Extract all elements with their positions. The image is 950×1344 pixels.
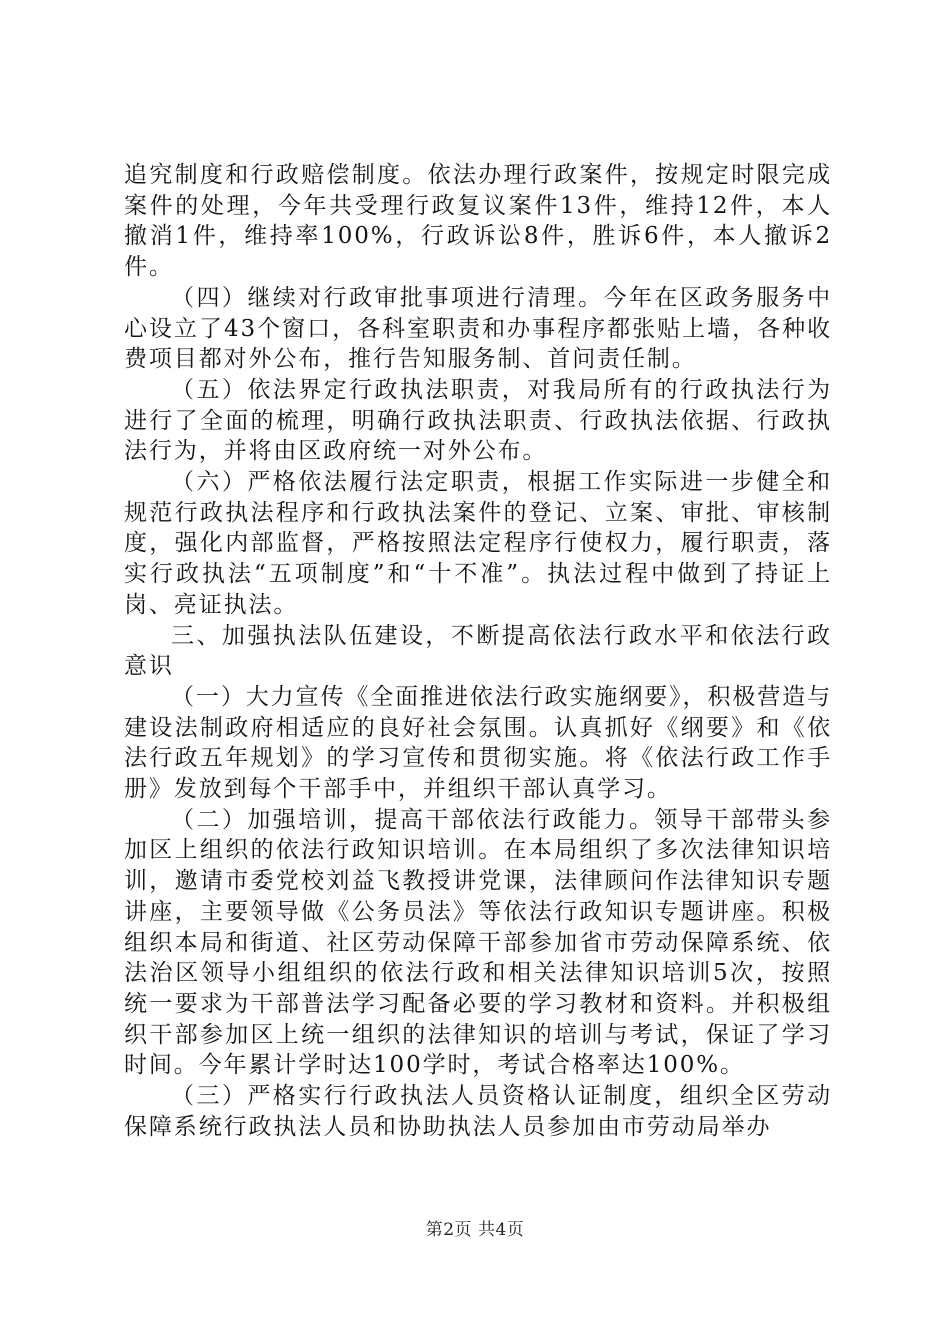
paragraph-section3-item-1: （一）大力宣传《全面推进依法行政实施纲要》，积极营造与建设法制政府相适应的良好社会氛围。认真抓好《纲要》和《依法行政五年规划》的学习宣传和贯彻实施。将《依法行政工作手册》发放到每个干部手中，并组织干部认真学习。: [124, 683, 832, 803]
paragraph-section3-item-2: （二）加强培训，提高干部依法行政能力。领导干部带头参加区上组织的依法行政知识培训。在本局组织了多次法律知识培训，邀请市委党校刘益飞教授讲党课，法律顾问作法律知识专题讲座，主要领导做《公务员法》等依法行政知识专题讲座。积极组织本局和街道、社区劳动保障干部参加省市劳动保障系统、依法治区领导小组组织的依法行政和相关法律知识培训5次，按照统一要求为干部普法学习配备必要的学习教材和资料。并积极组织干部参加区上统一组织的法律知识的培训与考试，保证了学习时间。今年累计学时达100学时，考试合格率达100%。: [124, 806, 832, 1079]
section-heading-3: 三、加强执法队伍建设，不断提高依法行政水平和依法行政意识: [124, 622, 832, 680]
document-body: [124, 160, 832, 1143]
paragraph-item-6: （六）严格依法履行法定职责，根据工作实际进一步健全和规范行政执法程序和行政执法案件的登记、立案、审批、审核制度，强化内部监督，严格按照法定程序行使权力，履行职责，落实行政执法“五项制度”和“十不准”。执法过程中做到了持证上岗、亮证执法。: [124, 469, 832, 618]
page-number-footer: 第2页 共4页: [425, 1220, 525, 1240]
paragraph-section3-item-3: （三）严格实行行政执法人员资格认证制度，组织全区劳动保障系统行政执法人员和协助执法人员参加由市劳动局举办: [124, 1083, 832, 1140]
paragraph-continuation: 追究制度和行政赔偿制度。依法办理行政案件，按规定时限完成案件的处理，今年共受理行政复议案件13件，维持12件，本人撤消1件，维持率100%，行政诉讼8件，胜诉6件，本人撤诉2件。: [124, 162, 832, 281]
paragraph-item-5: （五）依法界定行政执法职责，对我局所有的行政执法行为进行了全面的梳理，明确行政执法职责、行政执法依据、行政执法行为，并将由区政府统一对外公布。: [124, 376, 832, 465]
paragraph-item-4: （四）继续对行政审批事项进行清理。今年在区政务服务中心设立了43个窗口，各科室职责和办事程序都张贴上墙，各种收费项目都对外公布，推行告知服务制、首问责任制。: [124, 284, 832, 373]
